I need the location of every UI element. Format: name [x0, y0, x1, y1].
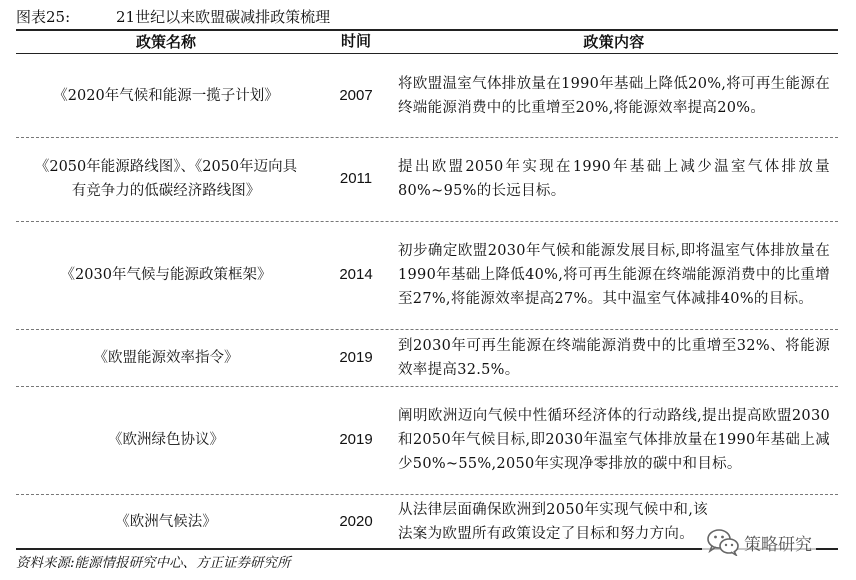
- table-row-5-year: 2019: [339, 431, 373, 448]
- source-note: 资料来源:能源情报研究中心、方正证券研究所: [16, 555, 291, 571]
- row-divider: [16, 494, 838, 495]
- figure-label: 图表25:: [16, 8, 71, 26]
- table-row-3-content: 初步确定欧盟2030年气候和能源发展目标,即将温室气体排放量在1990年基础上降低40%,将可再生能源在终端能源消费中的比重增至27%,将能源效率提高27%。其中温室气体减排40%的目标。: [398, 243, 830, 307]
- row-divider: [16, 329, 838, 330]
- table-row-3-year: 2014: [339, 266, 373, 283]
- watermark: [702, 526, 816, 558]
- table-row-6-content: 从法律层面确保欧洲到2050年实现气候中和,该法案为欧盟所有政策设定了目标和努力方向。: [398, 502, 708, 542]
- table-row-2-name: 《2050年能源路线图》、《2050年迈向具有竞争力的低碳经济路线图》: [34, 159, 298, 199]
- table-row-5-content: 阐明欧洲迈向气候中性循环经济体的行动路线,提出提高欧盟2030和2050年气候目标,即2030年温室气体排放量在1990年基础上减少50%~55%,2050年实现净零排放的碳中和目标。: [398, 408, 830, 472]
- table-row-1-content: 将欧盟温室气体排放量在1990年基础上降低20%,将可再生能源在终端能源消费中的比重增至20%,将能源效率提高20%。: [398, 76, 830, 116]
- table-row-4-content: 到2030年可再生能源在终端能源消费中的比重增至32%、将能源效率提高32.5%。: [398, 338, 830, 378]
- table-row-4-name: 《欧盟能源效率指令》: [93, 350, 239, 366]
- table-row-1-year: 2007: [339, 87, 373, 104]
- figure-caption: [16, 6, 836, 28]
- table-row-2-content: 提出欧盟2050年实现在1990年基础上减少温室气体排放量80%~95%的长远目标。: [398, 159, 830, 199]
- header-year: 时间: [340, 32, 371, 50]
- row-divider: [16, 137, 838, 138]
- table-row-2-year: 2011: [339, 170, 373, 187]
- watermark-text: 策略研究: [744, 534, 812, 555]
- table-header-rule: [16, 53, 838, 54]
- table-row-5-name: 《欧洲绿色协议》: [108, 432, 224, 448]
- figure-title: 21世纪以来欧盟碳减排政策梳理: [116, 8, 331, 26]
- header-policy-name: 政策名称: [135, 32, 196, 51]
- row-divider: [16, 386, 838, 387]
- table-row-3-name: 《2030年气候与能源政策框架》: [60, 267, 272, 283]
- wechat-icon: [706, 528, 740, 556]
- row-divider: [16, 221, 838, 222]
- table-row-1-name: 《2020年气候和能源一揽子计划》: [53, 88, 279, 104]
- table-row-4-year: 2019: [339, 349, 373, 366]
- table-row-6-name: 《欧洲气候法》: [115, 514, 217, 530]
- table-row-6-year: 2020: [339, 513, 373, 530]
- header-policy-content: 政策内容: [583, 32, 645, 51]
